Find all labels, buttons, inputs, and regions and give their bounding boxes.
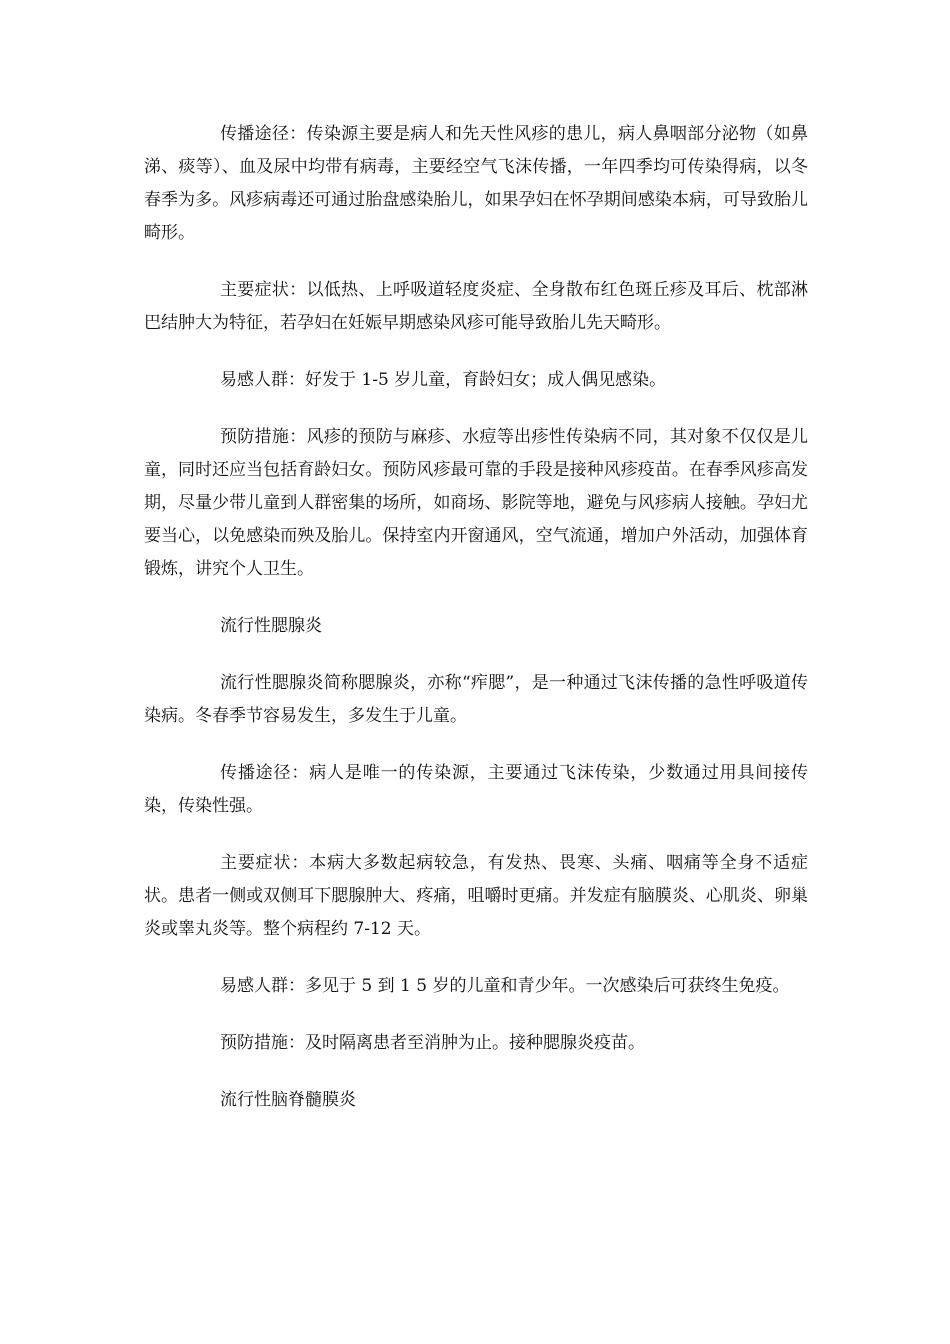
paragraph-rubella-symptoms: 主要症状：以低热、上呼吸道轻度炎症、全身散布红色斑丘疹及耳后、枕部淋巴结肿大为特征，若孕妇在妊娠早期感染风疹可能导致胎儿先天畸形。: [144, 280, 808, 333]
section-heading-meningitis: 流行性脑脊髓膜炎: [220, 1090, 356, 1110]
section-heading-mumps: 流行性腮腺炎: [220, 616, 322, 636]
paragraph-rubella-susceptible: 易感人群：好发于 1-5 岁儿童，育龄妇女；成人偶见感染。: [220, 370, 667, 390]
paragraph-mumps-transmission: 传播途径：病人是唯一的传染源，主要通过飞沫传染，少数通过用具间接传染，传染性强。: [144, 763, 808, 816]
paragraph-mumps-symptoms: 主要症状：本病大多数起病较急，有发热、畏寒、头痛、咽痛等全身不适症状。患者一侧或双侧耳下腮腺肿大、疼痛，咀嚼时更痛。并发症有脑膜炎、心肌炎、卵巢炎或睾丸炎等。整个病程约 7-12 天。: [144, 853, 808, 939]
paragraph-mumps-intro: 流行性腮腺炎简称腮腺炎，亦称“痄腮”，是一种通过飞沫传播的急性呼吸道传染病。冬春季节容易发生，多发生于儿童。: [144, 673, 808, 726]
paragraph-rubella-prevention: 预防措施：风疹的预防与麻疹、水痘等出疹性传染病不同，其对象不仅仅是儿童，同时还应当包括育龄妇女。预防风疹最可靠的手段是接种风疹疫苗。在春季风疹高发期，尽量少带儿童到人群密集的场所，如商场、影院等地，避免与风疹病人接触。孕妇尤要当心，以免感染而殃及胎儿。保持室内开窗通风，空气流通，增加户外活动，加强体育锻炼，讲究个人卫生。: [144, 427, 808, 579]
document-body: [144, 118, 808, 1141]
paragraph-mumps-prevention: 预防措施：及时隔离患者至消肿为止。接种腮腺炎疫苗。: [220, 1033, 645, 1053]
paragraph-rubella-transmission: 传播途径：传染源主要是病人和先天性风疹的患儿，病人鼻咽部分泌物（如鼻涕、痰等）、血及尿中均带有病毒，主要经空气飞沫传播，一年四季均可传染得病，以冬春季为多。风疹病毒还可通过胎盘感染胎儿，如果孕妇在怀孕期间感染本病，可导致胎儿畸形。: [144, 124, 808, 243]
paragraph-mumps-susceptible: 易感人群：多见于 5 到 1 5 岁的儿童和青少年。一次感染后可获终生免疫。: [220, 976, 790, 996]
